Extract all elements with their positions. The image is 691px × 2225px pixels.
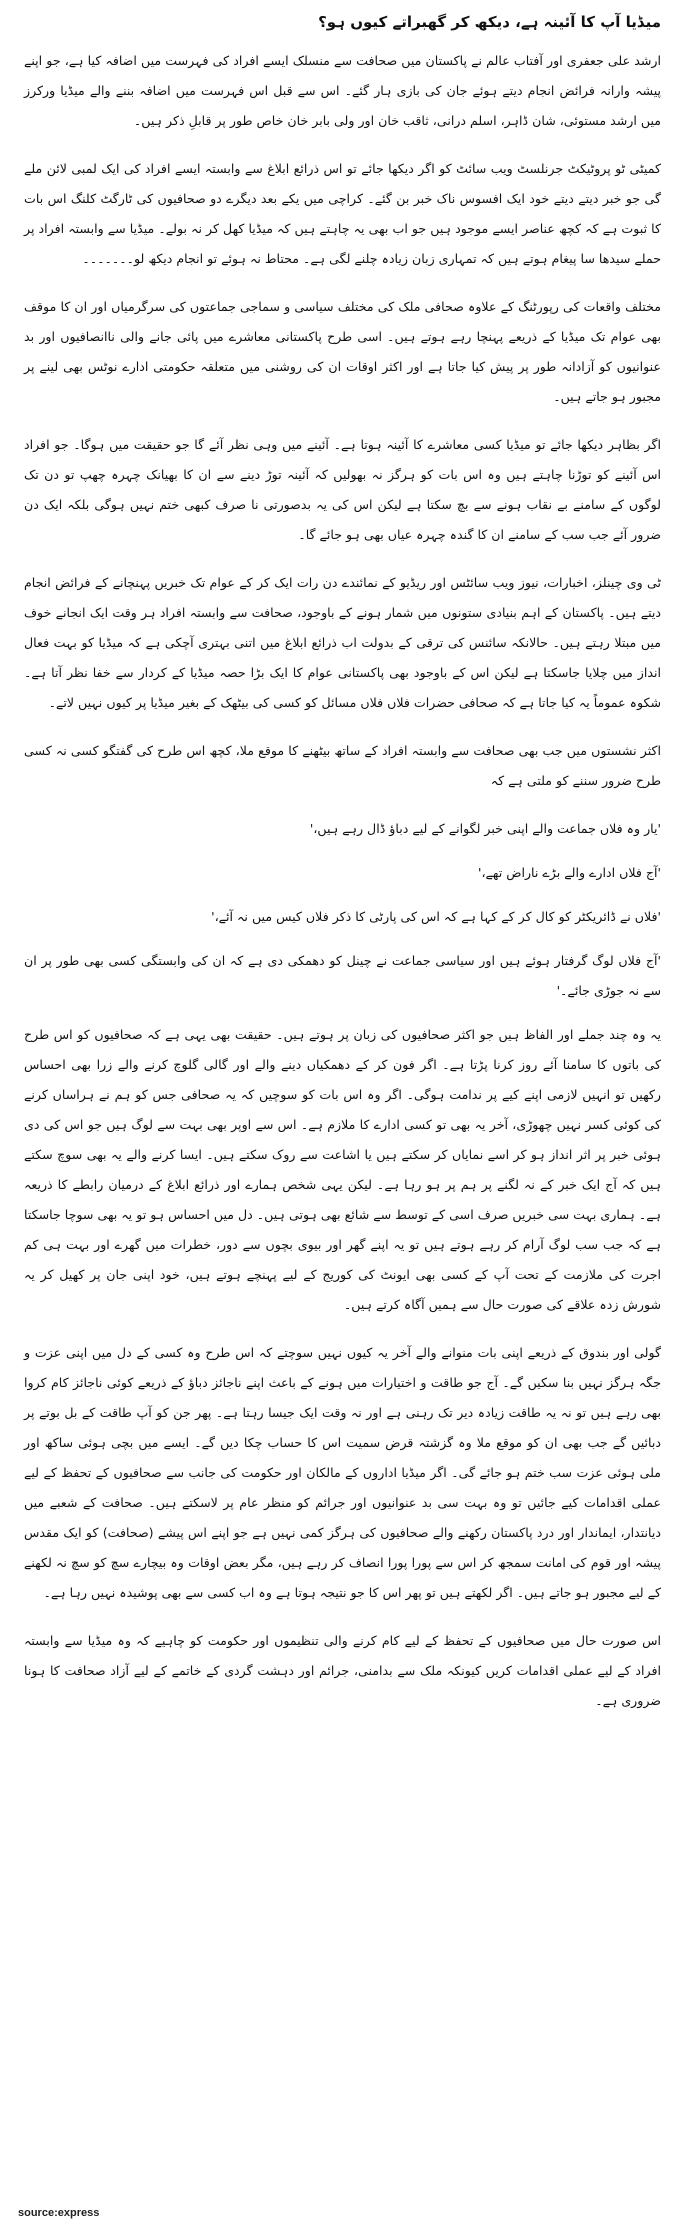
- article-title: میڈیا آپ کا آئینہ ہے، دیکھ کر گھبراتے کیوں ہو؟: [318, 13, 661, 31]
- paragraph-7: یہ وہ چند جملے اور الفاظ ہیں جو اکثر صحافیوں کی زبان پر ہوتے ہیں۔ حقیقت بھی یہی ہے کہ صحافیوں کو اس طرح کی باتوں کا سامنا آئے روز کرنا پڑتا ہے۔ اگر فون کر کے دھمکیاں دینے والے اور گالی گلوچ کرنے والے زرا بھی احساس رکھیں تو انہیں لازمی اپنے کیے پر ندامت ہوگی۔ اگر وہ اس بات کو سوچیں کہ یہ صحافی جس کو ہم نے ہراساں کرنے کی کوئی کسر نہیں چھوڑی، آخر یہ بھی تو کسی ادارے کا ملازم ہے۔ اس سے اوپر بھی بہت سے لوگ ہیں جو اس کی دی ہوئی خبر پر اثر انداز ہو کر اسے نمایاں کر سکتے ہیں یا اشاعت سے روک سکتے ہیں۔ ایسا کرنے والے یہ بھی سوچ سکتے ہیں کہ آج ایک خبر کے نہ لگنے پر ہم پر ہو رہا ہے۔ لیکن یہی شخص ہمارے اور ذرائع ابلاغ کے درمیان رابطے کا ذریعہ ہے۔ ہماری بہت سی خبریں صرف اسی کے توسط سے شائع بھی ہوتی ہیں۔ دل میں احساس ہو تو یہ بھی سوچا جاسکتا ہے کہ جب سب لوگ آرام کر رہے ہوتے ہیں تو یہ اپنے گھر اور بیوی بچوں سے دور، خطرات میں گھرے اور بہت ہی کم اجرت کی ملازمت کے تحت آپ کے کسی بھی ایونٹ کی کوریج کے لیے پہنچے ہوتے ہیں، خود اپنی جان پر کھیل کر یہ شورش زدہ علاقے کی صورت حال سے ہمیں آگاہ کرتے ہیں۔: [24, 1027, 661, 1312]
- paragraph-3: مختلف واقعات کی رپورٹنگ کے علاوہ صحافی ملک کی مختلف سیاسی و سماجی جماعتوں کی سرگرمیاں اور ان کا موقف بھی عوام تک میڈیا کے ذریعے پہنچا رہے ہوتے ہیں۔ اسی طرح پاکستانی معاشرے میں پائی جانے والی ناانصافیوں اور بد عنوانیوں کو آزادانہ طور پر پیش کیا جاتا ہے اور اکثر اوقات ان کی روشنی میں متعلقہ حکومتی ادارے نوٹس بھی لینے پر مجبور ہو جاتے ہیں۔: [24, 299, 661, 404]
- quote-4: 'آج فلاں لوگ گرفتار ہوئے ہیں اور سیاسی جماعت نے چینل کو دھمکی دی ہے کہ ان کی وابستگی کسی بھی طور پر ان سے نہ جوڑی جائے۔': [24, 953, 661, 998]
- paragraph-5: ٹی وی چینلز، اخبارات، نیوز ویب سائٹس اور ریڈیو کے نمائندے دن رات ایک کر کے عوام تک خبریں پہنچانے کے فرائض انجام دیتے ہیں۔ پاکستان کے اہم بنیادی ستونوں میں شمار ہونے کے باوجود، صحافت سے وابستہ افراد ہر وقت ایک انجانے خوف میں مبتلا رہتے ہیں۔ حالانکہ سائنس کی ترقی کے بدولت اب ذرائع ابلاغ میں اتنی بہتری آچکی ہے کہ میڈیا کو بہت فعال انداز میں چلایا جاسکتا ہے لیکن اس کے باوجود بھی پاکستانی عوام کا ایک بڑا حصہ میڈیا کے کردار سے خفا نظر آتا ہے۔ شکوہ عموماً یہ کیا جاتا ہے کہ صحافی حضرات فلاں فلاں مسائل کو کسی کی بیٹھک کے بغیر میڈیا پر کیوں نہیں لاتے۔: [24, 575, 661, 710]
- paragraph-9: اس صورت حال میں صحافیوں کے تحفظ کے لیے کام کرنے والی تنظیموں اور حکومت کو چاہیے کہ وہ میڈیا سے وابستہ افراد کے لیے عملی اقدامات کریں کیونکہ ملک سے بدامنی، جرائم اور دہشت گردی کے خاتمے کے لیے آزاد صحافت کا ہونا ضروری ہے۔: [24, 1633, 661, 1708]
- paragraph-8: گولی اور بندوق کے ذریعے اپنی بات منوانے والے آخر یہ کیوں نہیں سوچتے کہ اس طرح وہ کسی کے دل میں اپنی عزت و جگہ ہرگز نہیں بنا سکیں گے۔ آج جو طاقت و اختیارات میں ہونے کے باعث اپنے ناجائز دباؤ کے ذریعے کوئی ناجائز کام کروا بھی رہے ہیں تو نہ یہ طاقت زیادہ دیر تک رہنی ہے اور نہ وقت ایک جیسا رہتا ہے۔ پھر جن کو آپ طاقت کے بل بوتے پر دبائیں گے جب بھی ان کو موقع ملا وہ گزشتہ قرض سمیت اس کا حساب چکا دیں گے۔ ایسے میں بچی ہوئی ساکھ اور ملی ہوئی عزت سب ختم ہو جائے گی۔ اگر میڈیا اداروں کے مالکان اور حکومت کی جانب سے صحافیوں کے تحفظ کے لیے عملی اقدامات کیے جائیں تو وہ بہت سی بد عنوانیوں اور جرائم کو منظر عام پر لاسکتے ہیں۔ صحافت کے شعبے میں دیانتدار، ایماندار اور درد پاکستان رکھنے والے صحافیوں کی ہرگز کمی نہیں ہے جو اپنے اس پیشے (صحافت) کو ایک مقدس پیشہ اور قوم کی امانت سمجھ کر اس سے پورا پورا انصاف کر رہے ہیں، مگر بعض اوقات وہ بیچارے سچ کو سچ نہ لکھنے کے لیے مجبور ہو جاتے ہیں۔ اگر لکھتے ہیں تو پھر اس کا جو نتیجہ ہوتا ہے وہ اب کسی سے بھی پوشیدہ نہیں رہا ہے۔: [24, 1345, 661, 1600]
- quote-1: 'یار وہ فلاں جماعت والے اپنی خبر لگوانے کے لیے دباؤ ڈال رہے ہیں،': [309, 821, 661, 836]
- paragraph-6: اکثر نشستوں میں جب بھی صحافت سے وابستہ افراد کے ساتھ بیٹھنے کا موقع ملا، کچھ اس طرح کی گفتگو کسی نہ کسی طرح ضرور سننے کو ملتی ہے کہ: [24, 743, 661, 788]
- paragraph-4: اگر بظاہر دیکھا جائے تو میڈیا کسی معاشرے کا آئینہ ہوتا ہے۔ آئینے میں وہی نظر آئے گا جو حقیقت میں ہوگا۔ جو افراد اس آئینے کو توڑنا چاہتے ہیں وہ اس بات کو ہرگز نہ بھولیں کہ آئینہ توڑ دینے سے ان کا بھیانک چہرہ چھپ تو دن تک لوگوں کے سامنے بے نقاب ہونے سے بچ سکتا ہے لیکن اس کی یہ بدصورتی نا صرف کبھی ختم نہیں ہوگی بلکہ ایک دن ضرور آئے جب سب کے سامنے ان کا گندہ چہرہ عیاں بھی ہو جائے گا۔: [24, 437, 661, 542]
- paragraph-1: ارشد علی جعفری اور آفتاب عالم نے پاکستان میں صحافت سے منسلک ایسے افراد کی فہرست میں اضافہ کیا ہے، جو اپنے پیشہ وارانہ فرائض انجام دیتے ہوئے جان کی بازی ہار گئے۔ اس سے قبل اس فہرست میں اضافہ بننے والے میڈیا ورکرز میں ارشد مستوئی، شان ڈاہر، اسلم درانی، ثاقب خان اور ولی بابر خان خاص طور پر قابلِ ذکر ہیں۔: [24, 53, 661, 128]
- quote-2: 'آج فلاں ادارے والے بڑے ناراض تھے،': [478, 865, 661, 880]
- quote-3: 'فلاں نے ڈائریکٹر کو کال کر کے کہا ہے کہ اس کی پارٹی کا ذکر فلاں کیس میں نہ آئے،': [211, 909, 661, 924]
- paragraph-2: کمیٹی ٹو پروٹیکٹ جرنلسٹ ویب سائٹ کو اگر دیکھا جائے تو اس ذرائع ابلاغ سے وابستہ ایسے افراد کی ایک لمبی لائن ملے گی جو خبر دیتے دیتے خود ایک افسوس ناک خبر بن گئے۔ کراچی میں یکے بعد دیگرے دو صحافیوں کی ٹارگٹ کلنگ اس بات کا ثبوت ہے کہ کچھ عناصر ایسے موجود ہیں جو اب بھی یہ چاہتے ہیں کہ میڈیا کھل کر نہ بولے۔ میڈیا سے وابستہ افراد پر حملے سیدھا سا پیغام ہوتے ہیں کہ تمہاری زبان زیادہ چلنے لگی ہے۔ محتاط نہ ہوئے تو انجام دیکھ لو۔۔۔۔۔۔۔: [24, 161, 661, 266]
- source-credit: source:express: [18, 2207, 100, 2219]
